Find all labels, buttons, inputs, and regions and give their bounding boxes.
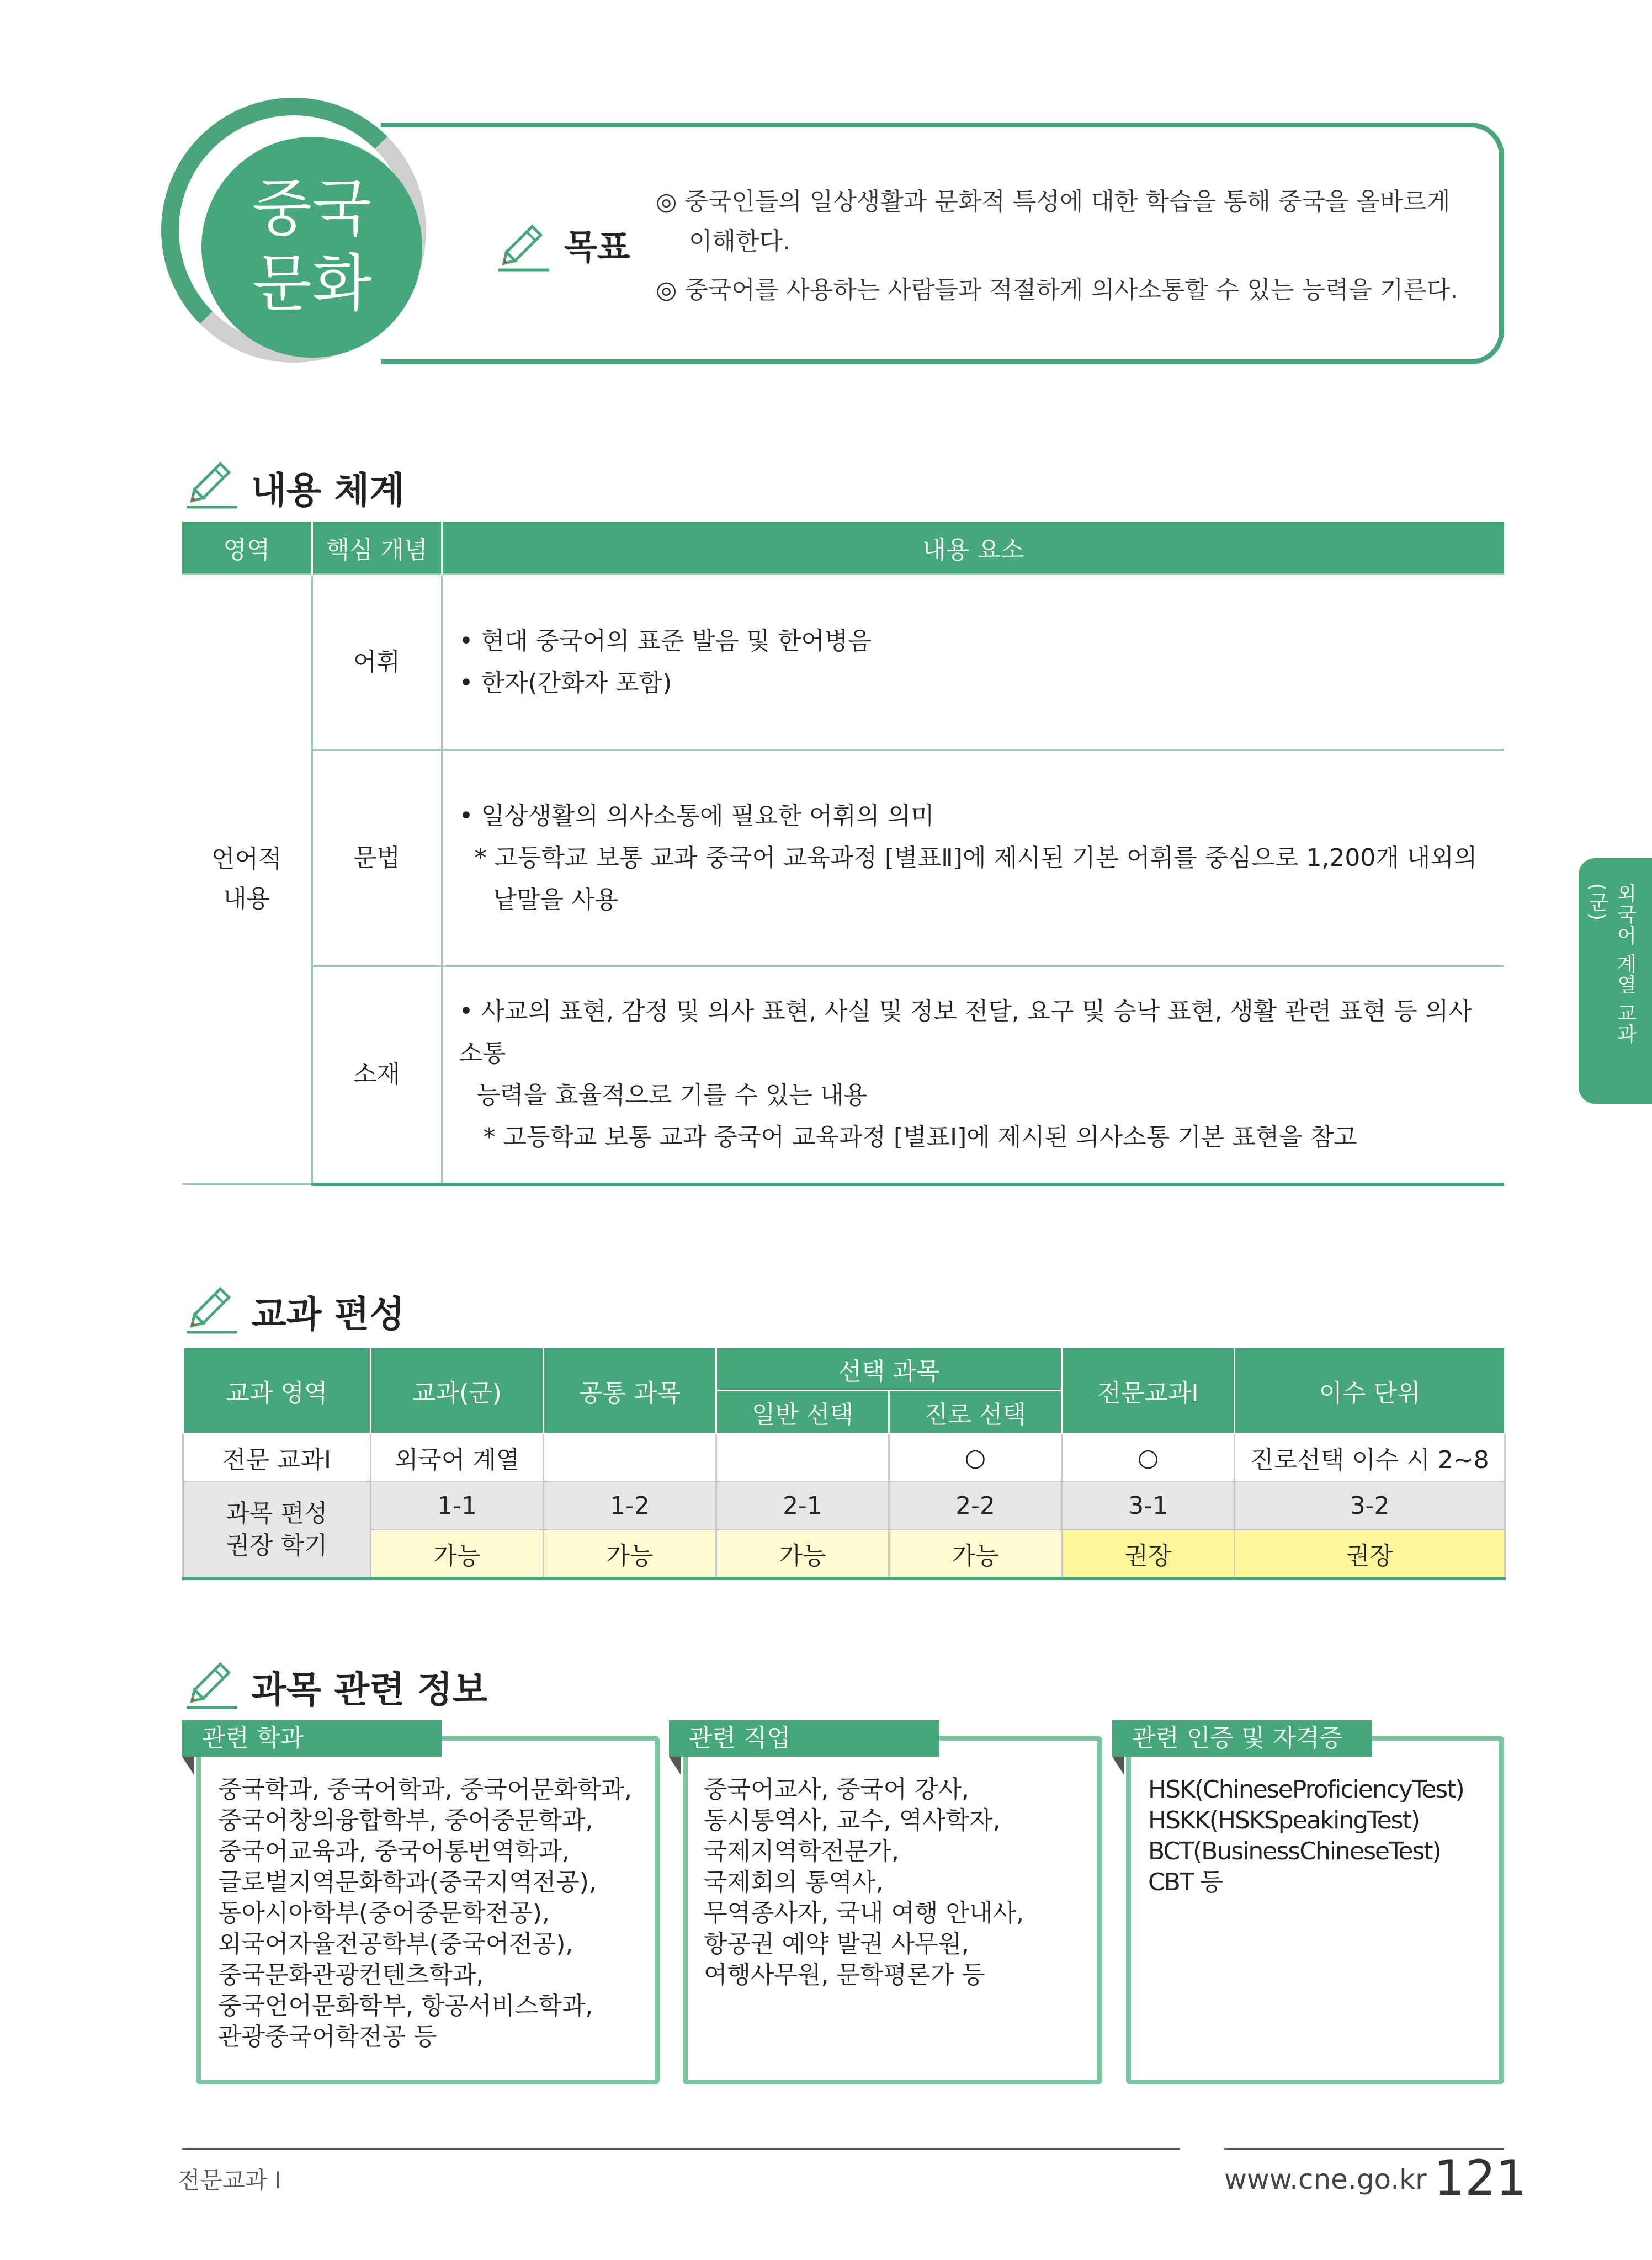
list-item: CBT 등 bbox=[1148, 1868, 1223, 1896]
semester-cell: 1-2 bbox=[544, 1482, 716, 1530]
content-line: • 일상생활의 의사소통에 필요한 어휘의 의미 bbox=[459, 801, 934, 830]
list-item: 글로벌지역문화학과(중국지역전공), bbox=[218, 1868, 597, 1896]
status-cell: 권장 bbox=[1235, 1530, 1505, 1579]
semester-cell: 2-2 bbox=[889, 1482, 1062, 1530]
footer-rule bbox=[182, 2148, 1180, 2150]
list-item: 항공권 예약 발권 사무원, bbox=[704, 1930, 969, 1958]
content-line: • 사교의 표현, 감정 및 의사 표현, 사실 및 정보 전달, 요구 및 승낙 표현, 생활 관련 표현 등 의사소통 bbox=[459, 997, 1472, 1068]
list-item: 중국어교육과, 중국어통번역학과, bbox=[218, 1837, 570, 1865]
table-cell: 전문 교과Ⅰ bbox=[183, 1434, 371, 1482]
status-cell: 가능 bbox=[889, 1530, 1062, 1579]
status-cell: 가능 bbox=[371, 1530, 544, 1579]
area-cell bbox=[182, 575, 312, 1184]
list-item: 중국언어문화학부, 항공서비스학과, bbox=[218, 1992, 593, 2020]
list-item: 중국문화관광컨텐츠학과, bbox=[218, 1961, 484, 1989]
table-cell bbox=[544, 1434, 716, 1482]
content-line: • 한자(간화자 포함) bbox=[459, 668, 672, 697]
concept-cell: 소재 bbox=[312, 966, 442, 1184]
table-header: 교과 영역 bbox=[183, 1348, 371, 1434]
related-departments-title: 관련 학과 bbox=[182, 1720, 442, 1757]
related-certs-title: 관련 인증 및 자격증 bbox=[1112, 1720, 1372, 1757]
semester-label-line1: 과목 편성 bbox=[226, 1499, 328, 1528]
page-number: 121 bbox=[1434, 2150, 1527, 2206]
list-item: 여행사무원, 문학평론가 등 bbox=[704, 1961, 985, 1989]
tab-notch bbox=[669, 1757, 681, 1775]
list-item: 무역종사자, 국내 여행 안내사, bbox=[704, 1899, 1024, 1927]
content-note: * 고등학교 보통 교과 중국어 교육과정 [별표Ⅱ]에 제시된 기본 어휘를 중심으로 1,200개 내외의 bbox=[474, 843, 1478, 872]
table-cell: 외국어 계열 bbox=[371, 1434, 544, 1482]
goal-line-1-cont: 이해한다. bbox=[689, 227, 791, 256]
related-certs-list bbox=[1148, 1774, 1464, 1898]
related-jobs-title: 관련 직업 bbox=[669, 1720, 939, 1757]
list-item: 관광중국어학전공 등 bbox=[218, 2023, 437, 2051]
table-cell bbox=[716, 1434, 889, 1482]
content-line-cont: 능력을 효율적으로 기를 수 있는 내용 bbox=[476, 1081, 867, 1110]
section-heading-curriculum: 교과 편성 bbox=[251, 1293, 405, 1336]
concept-cell: 문법 bbox=[312, 750, 442, 966]
content-cell bbox=[442, 575, 1504, 750]
table-row bbox=[183, 1434, 1505, 1482]
pencil-icon bbox=[182, 450, 243, 511]
pencil-icon bbox=[494, 212, 555, 273]
status-cell: 가능 bbox=[544, 1530, 716, 1579]
side-tab-label: 외국어 계열 교과(군) bbox=[1586, 883, 1637, 1045]
area-label-line2: 내용 bbox=[223, 885, 270, 913]
tab-notch bbox=[182, 1757, 194, 1775]
subject-title-line1: 중국 bbox=[252, 173, 372, 244]
list-item: HSKK(HSKSpeakingTest) bbox=[1148, 1806, 1419, 1834]
subject-title bbox=[201, 171, 422, 321]
section-heading-related-info: 과목 관련 정보 bbox=[251, 1668, 488, 1711]
content-note-cont: 낱말을 사용 bbox=[493, 885, 619, 914]
semester-label-line2: 권장 학기 bbox=[226, 1531, 328, 1560]
footer-section-label: 전문교과 Ⅰ bbox=[178, 2167, 282, 2194]
semester-label-cell bbox=[183, 1482, 371, 1579]
table-header: 선택 과목 bbox=[716, 1348, 1062, 1391]
table-header: 이수 단위 bbox=[1235, 1348, 1505, 1434]
content-system-table bbox=[182, 522, 1504, 1186]
list-item: 외국어자율전공학부(중국어전공), bbox=[218, 1930, 573, 1958]
content-cell bbox=[442, 966, 1504, 1184]
section-heading-content-system: 내용 체계 bbox=[251, 469, 405, 512]
list-item: 중국어교사, 중국어 강사, bbox=[704, 1775, 969, 1804]
related-jobs-list bbox=[704, 1774, 1024, 1991]
semester-cell: 1-1 bbox=[371, 1482, 544, 1530]
list-item: 동시통역사, 교수, 역사학자, bbox=[704, 1806, 1001, 1834]
concept-cell: 어휘 bbox=[312, 575, 442, 750]
pencil-icon bbox=[182, 1275, 243, 1336]
table-header: 영역 bbox=[182, 522, 312, 575]
table-header: 진로 선택 bbox=[889, 1391, 1062, 1434]
area-label-line1: 언어적 bbox=[211, 845, 282, 873]
footer-url[interactable]: www.cne.go.kr bbox=[1224, 2163, 1427, 2195]
table-header: 핵심 개념 bbox=[312, 522, 442, 575]
list-item: 중국어창의융합학부, 중어중문학과, bbox=[218, 1806, 593, 1834]
list-item: 동아시아학부(중어중문학전공), bbox=[218, 1899, 550, 1927]
table-header: 공통 과목 bbox=[544, 1348, 716, 1434]
list-item: BCT(BusinessChineseTest) bbox=[1148, 1837, 1441, 1865]
list-item: HSK(ChineseProficiencyTest) bbox=[1148, 1775, 1464, 1804]
status-cell: 가능 bbox=[716, 1530, 889, 1579]
goal-line-2: ◎ 중국어를 사용하는 사람들과 적절하게 의사소통할 수 있는 능력을 기른다. bbox=[656, 276, 1458, 304]
pencil-icon bbox=[182, 1650, 243, 1711]
related-departments-list bbox=[218, 1774, 632, 2052]
goal-line-1: ◎ 중국인들의 일상생활과 문화적 특성에 대한 학습을 통해 중국을 올바르게 bbox=[656, 188, 1451, 216]
table-row bbox=[183, 1530, 1505, 1579]
status-cell: 권장 bbox=[1062, 1530, 1235, 1579]
content-line: • 현대 중국어의 표준 발음 및 한어병음 bbox=[459, 626, 872, 655]
table-cell: 진로선택 이수 시 2~8 bbox=[1235, 1434, 1505, 1482]
semester-cell: 3-1 bbox=[1062, 1482, 1235, 1530]
table-header: 일반 선택 bbox=[716, 1391, 889, 1434]
tab-notch bbox=[1112, 1757, 1124, 1775]
goal-label: 목표 bbox=[564, 227, 630, 267]
semester-cell: 3-2 bbox=[1235, 1482, 1505, 1530]
table-cell: ○ bbox=[889, 1434, 1062, 1482]
content-note: * 고등학교 보통 교과 중국어 교육과정 [별표Ⅰ]에 제시된 의사소통 기본 표현을 참고 bbox=[483, 1123, 1357, 1152]
table-header: 교과(군) bbox=[371, 1348, 544, 1434]
table-cell: ○ bbox=[1062, 1434, 1235, 1482]
table-header: 내용 요소 bbox=[442, 522, 1504, 575]
table-row bbox=[183, 1482, 1505, 1530]
content-cell bbox=[442, 750, 1504, 966]
list-item: 국제회의 통역사, bbox=[704, 1868, 884, 1896]
semester-cell: 2-1 bbox=[716, 1482, 889, 1530]
curriculum-table bbox=[182, 1347, 1506, 1580]
subject-title-line2: 문화 bbox=[252, 248, 372, 320]
list-item: 중국학과, 중국어학과, 중국어문화학과, bbox=[218, 1775, 632, 1804]
list-item: 국제지역학전문가, bbox=[704, 1837, 900, 1865]
table-header: 전문교과Ⅰ bbox=[1062, 1348, 1235, 1434]
